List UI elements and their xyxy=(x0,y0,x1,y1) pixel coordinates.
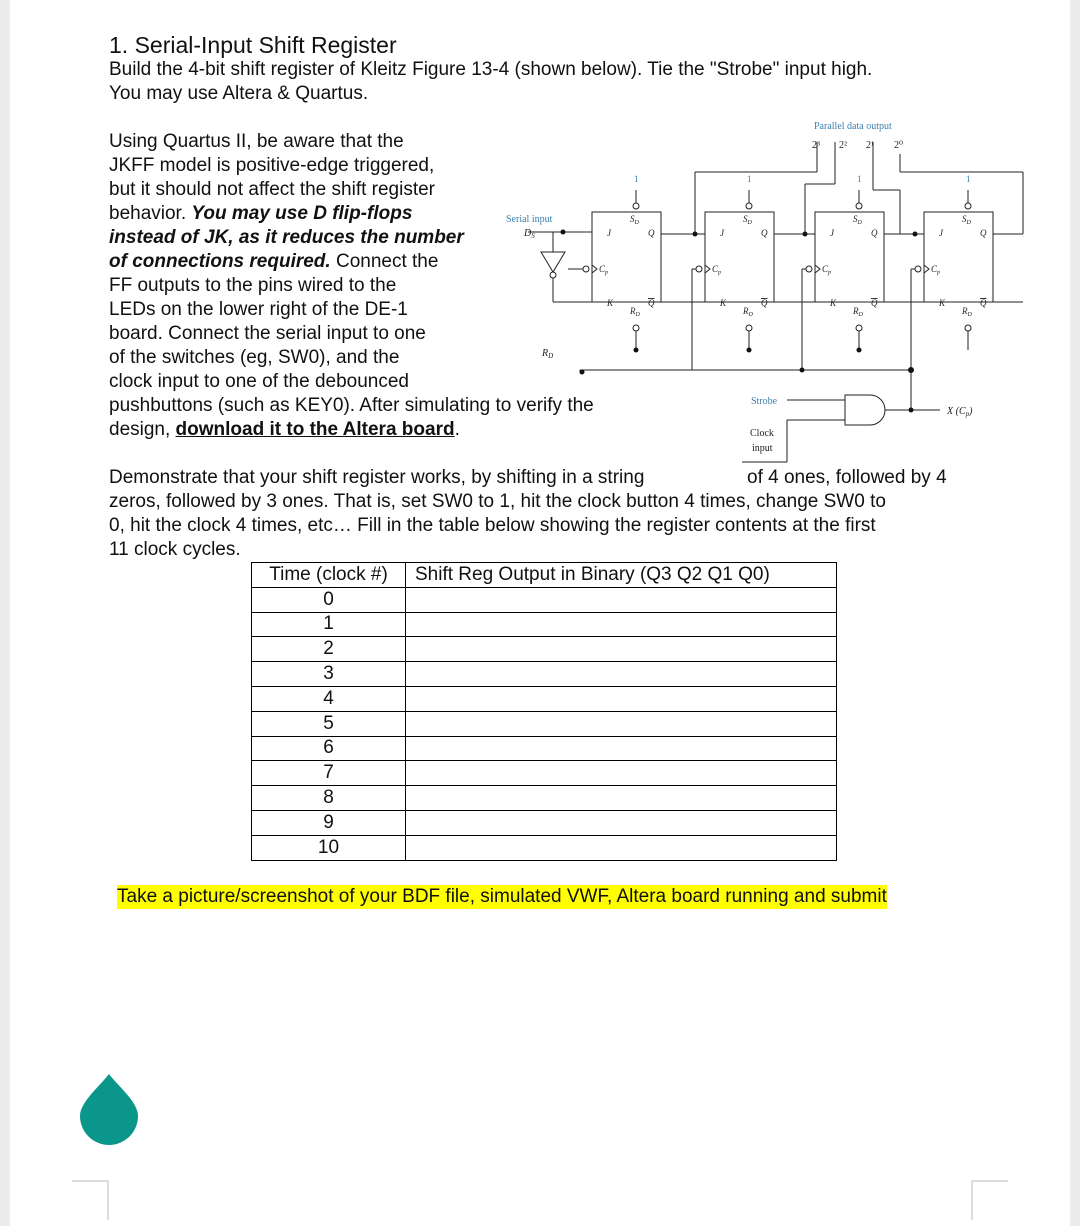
clock-number-cell: 2 xyxy=(252,637,406,662)
ff-pin-cp: $C_p$ xyxy=(931,264,941,276)
flip-flop-box xyxy=(815,212,884,302)
table-row xyxy=(252,686,837,711)
ff-pin-qbar: Q xyxy=(980,298,987,308)
flip-flop-box xyxy=(592,212,661,302)
para2-line-13c: . xyxy=(454,419,460,440)
output-cell[interactable] xyxy=(406,637,837,662)
para2-line-13 xyxy=(109,418,460,442)
ff-pin-qbar: Q xyxy=(761,298,768,308)
ff-pin-k: K xyxy=(720,298,727,308)
para2-line-6b: Connect the xyxy=(330,251,439,272)
ff-pin-cp: $C_p$ xyxy=(822,264,832,276)
para2-line-7: FF outputs to the pins wired to the xyxy=(109,275,397,296)
clock-number-cell: 10 xyxy=(252,835,406,860)
table-row xyxy=(252,587,837,612)
table-row xyxy=(252,761,837,786)
ff-pin-q: Q xyxy=(980,228,987,238)
rd-label: $R_D$ xyxy=(542,348,554,360)
table-row xyxy=(252,662,837,687)
ff-pin-sd: $S_D$ xyxy=(962,214,971,226)
column-header-time: Time (clock #) xyxy=(252,563,406,588)
page-corner-mark-right xyxy=(970,1180,1010,1220)
para2-line-3: but it should not affect the shift register xyxy=(109,179,436,200)
water-drop-icon[interactable] xyxy=(78,1072,140,1146)
ff-pin-j: J xyxy=(720,228,724,238)
para3-line-3: 0, hit the clock 4 times, etc… Fill in the table below showing the register contents at the first xyxy=(109,515,876,536)
para2-line-2: JKFF model is positive-edge triggered, xyxy=(109,155,435,176)
para2-line-12: pushbuttons (such as KEY0). After simulating to verify the xyxy=(109,395,594,416)
para2-line-6 xyxy=(109,250,438,274)
table-row xyxy=(252,736,837,761)
logic-high-label: 1 xyxy=(747,174,752,184)
para2-line-5: instead of JK, as it reduces the number xyxy=(109,227,464,248)
ff-pin-k: K xyxy=(939,298,946,308)
ff-pin-q: Q xyxy=(761,228,768,238)
page-title: 1. Serial-Input Shift Register xyxy=(109,32,397,58)
ff-pin-q: Q xyxy=(648,228,655,238)
ff-pin-rd: $R_D$ xyxy=(962,306,972,318)
clock-number-cell: 9 xyxy=(252,810,406,835)
output-cell[interactable] xyxy=(406,662,837,687)
shift-register-circuit-diagram xyxy=(480,112,1040,467)
clock-number-cell: 5 xyxy=(252,711,406,736)
output-cell[interactable] xyxy=(406,786,837,811)
ff-pin-rd: $R_D$ xyxy=(630,306,640,318)
x-cp-label: X $(C_p)$ xyxy=(947,406,973,418)
ds-label: $D_S$ xyxy=(524,228,535,240)
strobe-label: Strobe xyxy=(751,396,778,407)
intro-line-1: Build the 4-bit shift register of Kleitz Figure 13-4 (shown below). Tie the "Strobe" input high. xyxy=(109,59,873,80)
para2-line-6-emphasis: of connections required. xyxy=(109,251,331,272)
ff-pin-k: K xyxy=(607,298,614,308)
output-cell[interactable] xyxy=(406,761,837,786)
logic-high-label: 1 xyxy=(634,174,639,184)
para2-line-4a: behavior. xyxy=(109,203,192,224)
intro-line-2: You may use Altera & Quartus. xyxy=(109,83,369,104)
output-cell[interactable] xyxy=(406,810,837,835)
ff-pin-sd: $S_D$ xyxy=(743,214,752,226)
clock-number-cell: 4 xyxy=(252,686,406,711)
output-cell[interactable] xyxy=(406,711,837,736)
para3-line-1a: Demonstrate that your shift register works, by shifting in a string xyxy=(109,467,645,488)
clock-number-cell: 8 xyxy=(252,786,406,811)
table-row xyxy=(252,711,837,736)
bit-label: 2² xyxy=(839,140,847,151)
para3-line-4: 11 clock cycles. xyxy=(109,539,241,560)
document-page xyxy=(10,0,1070,1226)
clock-number-cell: 7 xyxy=(252,761,406,786)
flip-flop-box xyxy=(705,212,774,302)
clock-input-label-1: Clock xyxy=(750,428,774,439)
bit-label: 2³ xyxy=(812,140,820,151)
para2-line-13a: design, xyxy=(109,419,176,440)
output-cell[interactable] xyxy=(406,587,837,612)
bit-label: 2¹ xyxy=(866,140,874,151)
table-row xyxy=(252,835,837,860)
page-corner-mark-left xyxy=(72,1180,112,1220)
ff-pin-sd: $S_D$ xyxy=(853,214,862,226)
serial-input-label: Serial input xyxy=(506,214,553,225)
clock-number-cell: 3 xyxy=(252,662,406,687)
table-row xyxy=(252,612,837,637)
ff-pin-cp: $C_p$ xyxy=(712,264,722,276)
para2-line-4-emphasis: You may use D flip-flops xyxy=(191,203,413,224)
para2-line-1: Using Quartus II, be aware that the xyxy=(109,131,404,152)
output-cell[interactable] xyxy=(406,835,837,860)
table-row xyxy=(252,786,837,811)
output-cell[interactable] xyxy=(406,736,837,761)
table-row xyxy=(252,810,837,835)
download-link[interactable]: download it to the Altera board xyxy=(175,419,455,440)
submission-note: Take a picture/screenshot of your BDF file, simulated VWF, Altera board running and submit xyxy=(117,886,887,907)
output-cell[interactable] xyxy=(406,686,837,711)
clock-number-cell: 1 xyxy=(252,612,406,637)
para2-line-4 xyxy=(109,202,412,226)
flip-flop-box xyxy=(924,212,993,302)
output-cell[interactable] xyxy=(406,612,837,637)
ff-pin-qbar: Q xyxy=(871,298,878,308)
bit-label: 2⁰ xyxy=(894,140,904,151)
ff-pin-q: Q xyxy=(871,228,878,238)
ff-pin-sd: $S_D$ xyxy=(630,214,639,226)
logic-high-label: 1 xyxy=(857,174,862,184)
ff-pin-j: J xyxy=(607,228,611,238)
register-contents-table xyxy=(251,562,837,861)
ff-pin-rd: $R_D$ xyxy=(853,306,863,318)
para3-line-2: zeros, followed by 3 ones. That is, set SW0 to 1, hit the clock button 4 times, change SW0 to xyxy=(109,491,886,512)
para2-line-11: clock input to one of the debounced xyxy=(109,371,410,392)
para2-line-8: LEDs on the lower right of the DE-1 xyxy=(109,299,408,320)
para2-line-9: board. Connect the serial input to one xyxy=(109,323,426,344)
table-header-row xyxy=(252,563,837,588)
column-header-output: Shift Reg Output in Binary (Q3 Q2 Q1 Q0) xyxy=(406,563,837,588)
clock-number-cell: 6 xyxy=(252,736,406,761)
ff-pin-cp: $C_p$ xyxy=(599,264,609,276)
clock-input-label-2: input xyxy=(752,443,773,454)
logic-high-label: 1 xyxy=(966,174,971,184)
ff-pin-j: J xyxy=(939,228,943,238)
ff-pin-j: J xyxy=(830,228,834,238)
table-row xyxy=(252,637,837,662)
para2-line-10: of the switches (eg, SW0), and the xyxy=(109,347,400,368)
clock-number-cell: 0 xyxy=(252,587,406,612)
ff-pin-qbar: Q xyxy=(648,298,655,308)
ff-pin-k: K xyxy=(830,298,837,308)
para3-line-1b: of 4 ones, followed by 4 xyxy=(747,467,947,488)
parallel-output-label: Parallel data output xyxy=(814,121,892,132)
ff-pin-rd: $R_D$ xyxy=(743,306,753,318)
